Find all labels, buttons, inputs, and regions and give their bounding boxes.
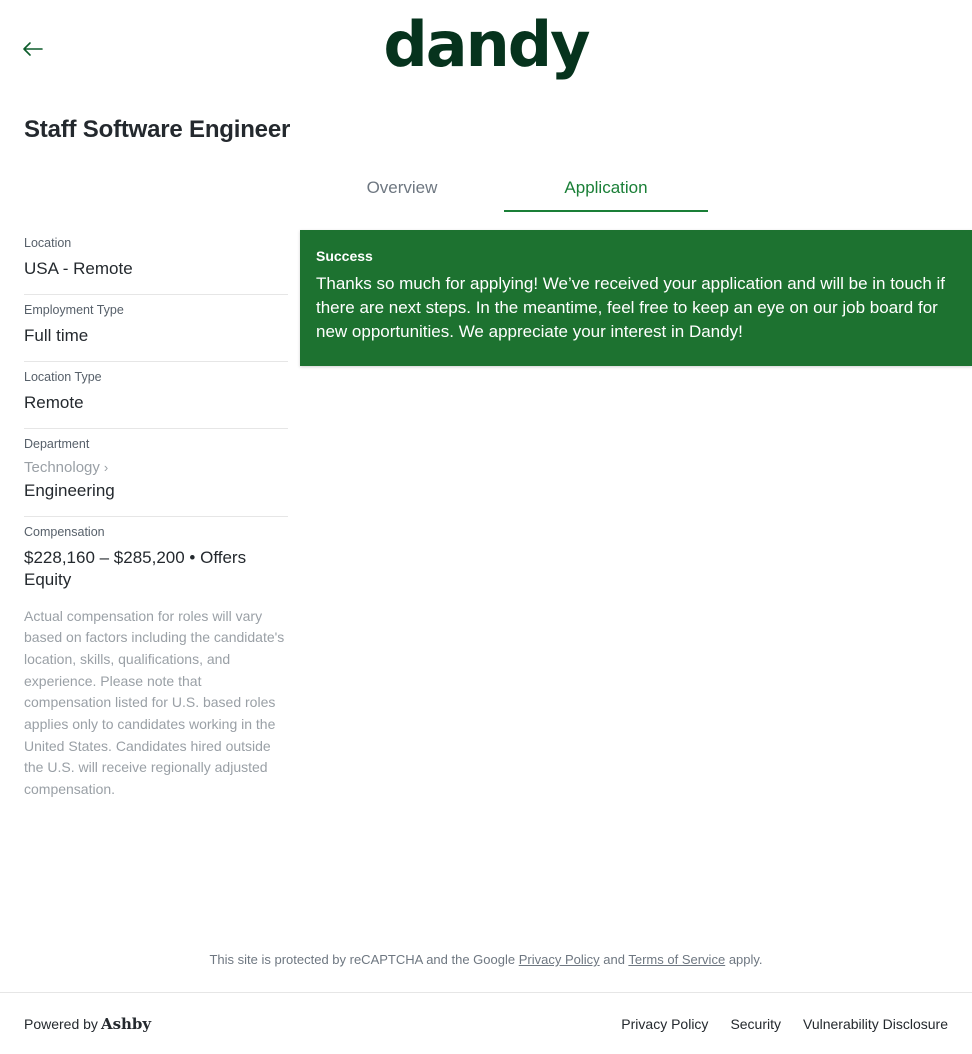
department-breadcrumb (24, 459, 288, 476)
tab-bar (300, 172, 708, 212)
detail-compensation (24, 517, 288, 814)
recaptcha-suffix: apply. (728, 952, 763, 967)
detail-department-label: Department (24, 437, 90, 452)
page-title: Staff Software Engineer (24, 116, 291, 143)
powered-by-label: Powered by (24, 1015, 98, 1032)
success-banner-message: Thanks so much for applying! We’ve received your application and will be in touch if there are next steps. In the meantime, feel free to keep an eye on our job board for new opportunities. We appreciate your interest in Dandy! (316, 274, 946, 342)
detail-employment-type-value: Full time (24, 326, 89, 346)
recaptcha-privacy-policy-link[interactable]: Privacy Policy (518, 952, 600, 967)
company-logo: dandy (383, 8, 589, 81)
detail-location-type (24, 362, 288, 429)
detail-location-type-label: Location Type (24, 370, 102, 385)
detail-compensation-label: Compensation (24, 525, 105, 540)
compensation-disclaimer: Actual compensation for roles will vary based on factors including the candidate's location, skills, qualifications, and experience. Please note that compensation listed for U.S. based roles applies only to candidates working in the United States. Candidates hired outside the U.S. will receive regionally adjusted compensation. (24, 607, 285, 798)
detail-department (24, 429, 288, 517)
page-header (0, 0, 972, 100)
footer-link-vulnerability-disclosure[interactable]: Vulnerability Disclosure (803, 1015, 948, 1032)
job-details-sidebar (24, 228, 288, 815)
footer-link-security[interactable]: Security (730, 1015, 782, 1032)
footer-links (621, 1016, 948, 1032)
detail-location (24, 228, 288, 295)
detail-department-value: Engineering (24, 481, 115, 501)
detail-location-label: Location (24, 236, 72, 250)
recaptcha-prefix: This site is protected by reCAPTCHA and the Google (209, 952, 516, 967)
recaptcha-terms-link[interactable]: Terms of Service (628, 952, 726, 967)
detail-employment-type-label: Employment Type (24, 303, 124, 318)
recaptcha-conjunction: and (603, 952, 625, 967)
tab-application[interactable]: Application (504, 172, 708, 212)
detail-location-type-value: Remote (24, 393, 84, 413)
detail-compensation-value: $228,160 – $285,200 • Offers Equity (24, 548, 247, 590)
department-parent-label: Technology (24, 459, 100, 477)
detail-employment-type (24, 295, 288, 362)
page-footer (0, 992, 972, 1054)
tab-overview[interactable]: Overview (366, 178, 438, 197)
success-banner (300, 230, 972, 366)
footer-link-privacy-policy[interactable]: Privacy Policy (621, 1015, 709, 1032)
success-banner-title: Success (316, 248, 373, 264)
detail-location-value: USA - Remote (24, 259, 133, 278)
ashby-logo: Ashby (100, 1014, 152, 1033)
chevron-right-icon: › (103, 460, 109, 476)
recaptcha-notice (0, 952, 972, 967)
powered-by (24, 1015, 151, 1033)
